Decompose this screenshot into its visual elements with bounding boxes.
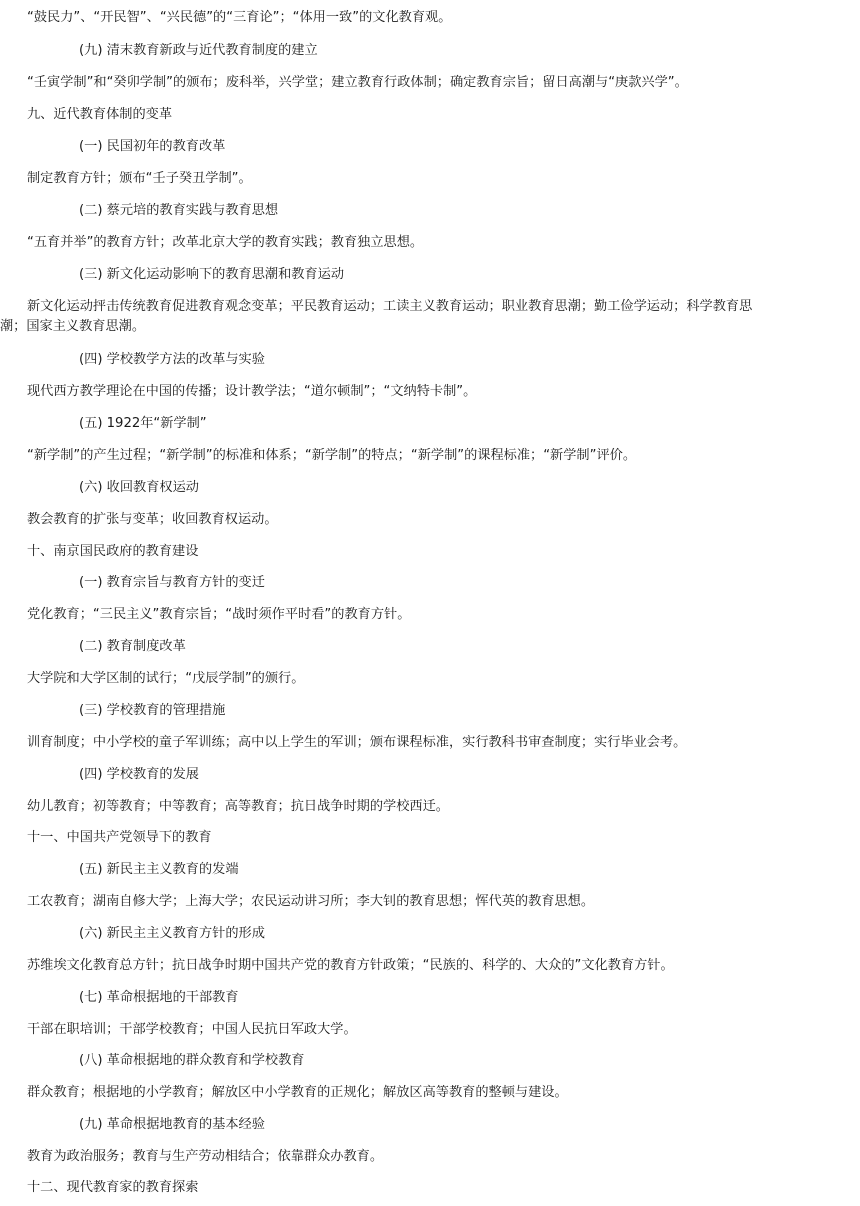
subsection-heading: (五) 新民主主义教育的发端 (79, 862, 239, 877)
paragraph-text: 党化教育；“三民主义”教育宗旨；“战时须作平时看”的教育方针。 (27, 607, 411, 622)
paragraph-text: 现代西方教学理论在中国的传播；设计教学法；“道尔顿制”；“文纳特卡制”。 (27, 384, 477, 399)
paragraph-text: 大学院和大学区制的试行；“戊辰学制”的颁行。 (27, 671, 305, 686)
subsection-heading: (三) 新文化运动影响下的教育思潮和教育运动 (79, 267, 345, 282)
paragraph-text: “新学制”的产生过程；“新学制”的标准和体系；“新学制”的特点；“新学制”的课程标准；“新学制”评价。 (27, 448, 637, 463)
paragraph-text: 苏维埃文化教育总方针；抗日战争时期中国共产党的教育方针政策；“民族的、科学的、大众的”文化教育方针。 (27, 958, 674, 973)
paragraph-text: 工农教育；湖南自修大学；上海大学；农民运动讲习所；李大钊的教育思想；恽代英的教育思想。 (27, 894, 595, 909)
paragraph-text: “壬寅学制”和“癸卯学制”的颁布；废科举，兴学堂；建立教育行政体制；确定教育宗旨；留日高潮与“庚款兴学”。 (27, 75, 688, 90)
section-heading: 九、近代教育体制的变革 (27, 107, 173, 122)
paragraph-text: “五育并举”的教育方针；改革北京大学的教育实践；教育独立思想。 (27, 235, 424, 250)
paragraph-text: 教育为政治服务；教育与生产劳动相结合；依靠群众办教育。 (27, 1149, 384, 1164)
paragraph-text: 幼儿教育；初等教育；中等教育；高等教育；抗日战争时期的学校西迁。 (27, 799, 449, 814)
subsection-heading: (六) 收回教育权运动 (79, 480, 199, 495)
subsection-heading: (七) 革命根据地的干部教育 (79, 990, 239, 1005)
paragraph-text-continued: 潮；国家主义教育思潮。 (0, 319, 146, 334)
paragraph-text: “鼓民力”、“开民智”、“兴民德”的“三育论”；“体用一致”的文化教育观。 (27, 10, 452, 25)
subsection-heading: (三) 学校教育的管理措施 (79, 703, 226, 718)
subsection-heading: (二) 教育制度改革 (79, 639, 186, 654)
paragraph-text: 新文化运动抨击传统教育促进教育观念变革；平民教育运动；工读主义教育运动；职业教育思潮；勤工俭学运动；科学教育思 (27, 299, 753, 314)
paragraph-text: 训育制度；中小学校的童子军训练；高中以上学生的军训；颁布课程标准，实行教科书审查制度；实行毕业会考。 (27, 735, 687, 750)
subsection-heading: (九) 革命根据地教育的基本经验 (79, 1117, 265, 1132)
subsection-heading: (一) 民国初年的教育改革 (79, 139, 226, 154)
paragraph-text: 制定教育方针；颁布“壬子癸丑学制”。 (27, 171, 252, 186)
subsection-heading: (四) 学校教育的发展 (79, 767, 199, 782)
paragraph-text: 教会教育的扩张与变革；收回教育权运动。 (27, 512, 278, 527)
subsection-heading: (二) 蔡元培的教育实践与教育思想 (79, 203, 279, 218)
paragraph-text: 干部在职培训；干部学校教育；中国人民抗日军政大学。 (27, 1022, 357, 1037)
section-heading: 十二、现代教育家的教育探索 (27, 1180, 199, 1195)
subsection-heading: (四) 学校教学方法的改革与实验 (79, 352, 265, 367)
subsection-heading: (八) 革命根据地的群众教育和学校教育 (79, 1053, 305, 1068)
section-heading: 十一、中国共产党领导下的教育 (27, 830, 212, 845)
section-heading: 十、南京国民政府的教育建设 (27, 544, 199, 559)
paragraph-text: 群众教育；根据地的小学教育；解放区中小学教育的正规化；解放区高等教育的整顿与建设。 (27, 1085, 568, 1100)
subsection-heading: (五) 1922年“新学制” (79, 416, 207, 431)
subsection-heading: (九) 清末教育新政与近代教育制度的建立 (79, 43, 318, 58)
subsection-heading: (一) 教育宗旨与教育方针的变迁 (79, 575, 265, 590)
subsection-heading: (六) 新民主主义教育方针的形成 (79, 926, 265, 941)
